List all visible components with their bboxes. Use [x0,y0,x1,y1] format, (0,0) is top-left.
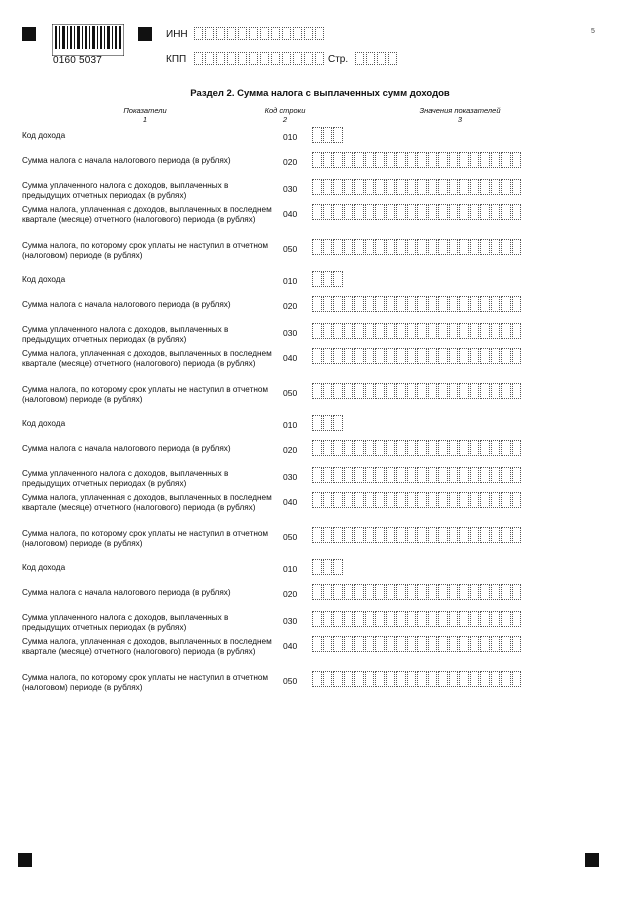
row-label: Сумма уплаченного налога с доходов, выплаченных в предыдущих отчетных периодах (в рублях) [22,613,229,632]
barcode-number: 0160 5037 [53,55,103,66]
row-code: 040 [283,497,298,507]
barcode-image [52,24,124,56]
row-code: 010 [283,564,298,574]
column-header-line-code: Код строки 2 [264,106,306,124]
row-code: 030 [283,472,298,482]
row-label: Сумма налога с начала налогового периода (в рублях) [22,588,231,597]
corner-marker-bottom-right [585,853,599,867]
row-label: Сумма налога, по которому срок уплаты не наступил в отчетном (налоговом) периоде (в рублях) [22,385,269,404]
amount-cells[interactable] [312,636,522,652]
page-cells[interactable] [355,52,399,65]
amount-cells[interactable] [312,296,522,312]
amount-cells[interactable] [312,239,522,255]
column-header-values: Значения показателей 3 [419,106,501,124]
amount-cells[interactable] [312,348,522,364]
section-title: Раздел 2. Сумма налога с выплаченных сумм доходов [190,88,450,99]
row-code: 010 [283,420,298,430]
row-label: Код дохода [22,419,66,428]
row-code: 050 [283,676,298,686]
row-label: Сумма уплаченного налога с доходов, выплаченных в предыдущих отчетных периодах (в рублях) [22,325,229,344]
income-code-cells[interactable] [312,415,344,431]
row-label: Сумма уплаченного налога с доходов, выплаченных в предыдущих отчетных периодах (в рублях) [22,181,229,200]
row-code: 010 [283,132,298,142]
row-label: Сумма налога с начала налогового периода (в рублях) [22,444,231,453]
row-label: Сумма уплаченного налога с доходов, выплаченных в предыдущих отчетных периодах (в рублях) [22,469,229,488]
row-code: 040 [283,209,298,219]
row-code: 020 [283,301,298,311]
row-label: Сумма налога с начала налогового периода (в рублях) [22,156,231,165]
row-code: 050 [283,244,298,254]
income-code-cells[interactable] [312,127,344,143]
row-label: Сумма налога, по которому срок уплаты не наступил в отчетном (налоговом) периоде (в рублях) [22,529,269,548]
amount-cells[interactable] [312,671,522,687]
row-code: 040 [283,353,298,363]
amount-cells[interactable] [312,179,522,195]
row-label: Сумма налога, по которому срок уплаты не наступил в отчетном (налоговом) периоде (в рублях) [22,241,269,260]
row-code: 010 [283,276,298,286]
row-code: 050 [283,388,298,398]
row-label: Сумма налога, по которому срок уплаты не наступил в отчетном (налоговом) периоде (в рублях) [22,673,269,692]
row-code: 050 [283,532,298,542]
page-number: 5 [591,28,595,35]
row-code: 020 [283,589,298,599]
corner-marker-top-left [22,27,36,41]
row-label: Сумма налога, уплаченная с доходов, выплаченных в последнем квартале (месяце) отчетного (налогового) периода (в рублях) [22,349,272,368]
amount-cells[interactable] [312,584,522,600]
corner-marker-bottom-left [18,853,32,867]
row-label: Код дохода [22,131,66,140]
inn-cells[interactable] [194,27,326,40]
row-code: 030 [283,184,298,194]
amount-cells[interactable] [312,467,522,483]
row-label: Сумма налога, уплаченная с доходов, выплаченных в последнем квартале (месяце) отчетного (налогового) периода (в рублях) [22,205,272,224]
amount-cells[interactable] [312,323,522,339]
row-label: Сумма налога, уплаченная с доходов, выплаченных в последнем квартале (месяце) отчетного (налогового) периода (в рублях) [22,493,272,512]
kpp-label: КПП [166,54,187,65]
row-label: Сумма налога с начала налогового периода (в рублях) [22,300,231,309]
row-code: 030 [283,616,298,626]
amount-cells[interactable] [312,492,522,508]
amount-cells[interactable] [312,611,522,627]
row-label: Код дохода [22,563,66,572]
amount-cells[interactable] [312,527,522,543]
amount-cells[interactable] [312,204,522,220]
amount-cells[interactable] [312,440,522,456]
row-label: Сумма налога, уплаченная с доходов, выплаченных в последнем квартале (месяце) отчетного (налогового) периода (в рублях) [22,637,272,656]
corner-marker-top-right [138,27,152,41]
amount-cells[interactable] [312,152,522,168]
row-label: Код дохода [22,275,66,284]
amount-cells[interactable] [312,383,522,399]
row-code: 020 [283,445,298,455]
column-header-indicators: Показатели 1 [123,106,167,124]
inn-label: ИНН [166,29,188,40]
row-code: 040 [283,641,298,651]
row-code: 020 [283,157,298,167]
row-code: 030 [283,328,298,338]
kpp-cells[interactable] [194,52,326,65]
page-label: Стр. [328,54,349,65]
income-code-cells[interactable] [312,271,344,287]
income-code-cells[interactable] [312,559,344,575]
